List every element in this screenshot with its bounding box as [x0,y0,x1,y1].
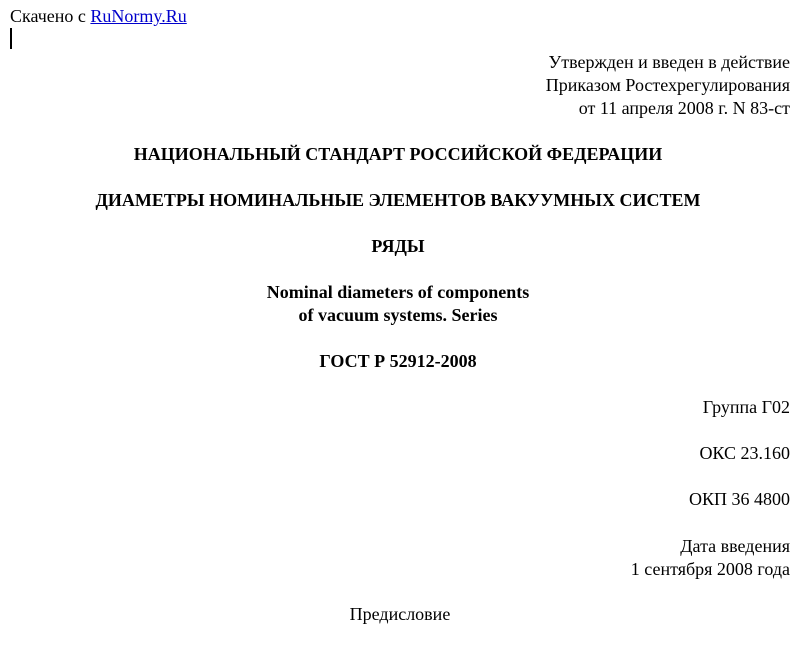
standard-name-heading: ДИАМЕТРЫ НОМИНАЛЬНЫЕ ЭЛЕМЕНТОВ ВАКУУМНЫХ СИСТЕМ [95,190,701,210]
classification-oks: ОКС 23.160 [699,443,790,463]
classification-okp: ОКП 36 4800 [688,489,790,509]
download-source [10,5,187,27]
english-title-line-1: Nominal diameters of components [266,282,530,302]
approval-line-1: Утвержден и введен в действие [548,52,790,72]
text-cursor [10,28,12,49]
standard-code: ГОСТ Р 52912-2008 [319,351,477,371]
english-title-line-2: of vacuum systems. Series [298,305,498,325]
standard-subtitle-heading: РЯДЫ [371,236,425,256]
download-prefix: Скачено с [10,6,86,26]
classification-group: Группа Г02 [702,397,790,417]
standard-type-heading: НАЦИОНАЛЬНЫЙ СТАНДАРТ РОССИЙСКОЙ ФЕДЕРАЦИИ [133,144,663,164]
effective-date-value: 1 сентября 2008 года [630,559,790,579]
approval-line-3: от 11 апреля 2008 г. N 83-ст [578,98,790,118]
foreword-heading: Предисловие [349,604,451,624]
approval-line-2: Приказом Ростехрегулирования [545,75,790,95]
runormy-link[interactable]: RuNormy.Ru [90,6,187,26]
effective-date-label: Дата введения [680,536,790,556]
